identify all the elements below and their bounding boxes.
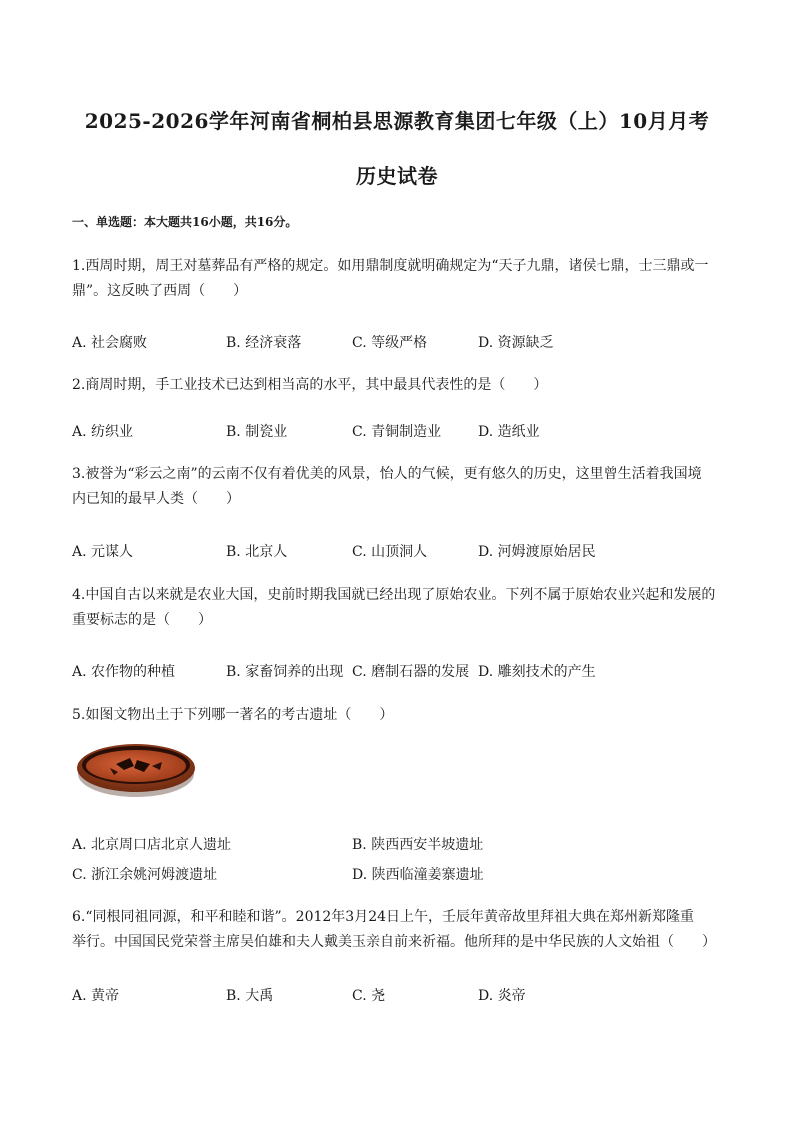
option-a[interactable]: A. 黄帝 [72, 988, 120, 1004]
question-1 [72, 254, 722, 304]
option-d[interactable]: D. 雕刻技术的产生 [478, 664, 596, 680]
question-4 [72, 583, 722, 633]
question-6-options [72, 985, 722, 1007]
question-stem-line: 2.商周时期，手工业技术已达到相当高的水平，其中最具代表性的是（ ） [72, 377, 548, 393]
option-c[interactable]: C. 尧 [352, 988, 386, 1004]
option-a[interactable]: A. 北京周口店北京人遗址 [72, 837, 232, 853]
question-3-options [72, 541, 722, 563]
option-d[interactable]: D. 陕西临潼姜寨遗址 [352, 867, 484, 883]
question-4-options [72, 661, 722, 683]
exam-title-line1: 2025-2026学年河南省桐柏县思源教育集团七年级（上）10月月考 [84, 109, 710, 133]
option-d[interactable]: D. 炎帝 [478, 988, 526, 1004]
option-c[interactable]: C. 浙江余姚河姆渡遗址 [72, 867, 218, 883]
question-3 [72, 462, 722, 512]
option-b[interactable]: B. 经济衰落 [226, 335, 302, 351]
painted-pottery-basin-image [74, 738, 198, 800]
question-5-options-row2 [72, 864, 722, 886]
question-stem-line: 3.被誉为“彩云之南”的云南不仅有着优美的风景，怡人的气候，更有悠久的历史，这里曾生活着我国境 [72, 466, 702, 482]
question-stem-line: 重要标志的是（ ） [72, 612, 212, 628]
option-a[interactable]: A. 纺织业 [72, 424, 134, 440]
option-a[interactable]: A. 社会腐败 [72, 335, 148, 351]
question-stem-line: 鼎”。这反映了西周（ ） [72, 283, 248, 299]
option-a[interactable]: A. 元谋人 [72, 544, 134, 560]
option-b[interactable]: B. 大禹 [226, 988, 274, 1004]
option-c[interactable]: C. 磨制石器的发展 [352, 664, 470, 680]
question-stem-line: 6.“同根同祖同源，和平和睦和谐”。2012年3月24日上午，壬辰年黄帝故里拜祖大典在郑州新郑隆重 [72, 909, 695, 925]
option-c[interactable]: C. 山顶洞人 [352, 544, 428, 560]
option-b[interactable]: B. 制瓷业 [226, 424, 288, 440]
question-2-options [72, 421, 722, 443]
option-c[interactable]: C. 等级严格 [352, 335, 428, 351]
question-5 [72, 703, 722, 728]
question-stem-line: 1.西周时期，周王对墓葬品有严格的规定。如用鼎制度就明确规定为“天子九鼎，诸侯七鼎，士三鼎或一 [72, 258, 709, 274]
option-b[interactable]: B. 家畜饲养的出现 [226, 664, 344, 680]
option-b[interactable]: B. 陕西西安半坡遗址 [352, 837, 484, 853]
option-d[interactable]: D. 造纸业 [478, 424, 540, 440]
option-b[interactable]: B. 北京人 [226, 544, 288, 560]
question-stem-line: 举行。中国国民党荣誉主席吴伯雄和夫人戴美玉亲自前来祈福。他所拜的是中华民族的人文始祖（ ） [72, 934, 716, 950]
question-stem-line: 5.如图文物出土于下列哪一著名的考古遗址（ ） [72, 707, 394, 723]
option-a[interactable]: A. 农作物的种植 [72, 664, 176, 680]
exam-title-line2: 历史试卷 [356, 164, 438, 188]
question-2 [72, 373, 722, 398]
question-6 [72, 905, 722, 955]
question-stem-line: 4.中国自古以来就是农业大国，史前时期我国就已经出现了原始农业。下列不属于原始农业兴起和发展的 [72, 587, 716, 603]
section-heading: 一、单选题：本大题共16小题，共16分。 [72, 215, 298, 229]
question-1-options [72, 332, 722, 354]
option-c[interactable]: C. 青铜制造业 [352, 424, 442, 440]
question-stem-line: 内已知的最早人类（ ） [72, 491, 240, 507]
question-5-options-row1 [72, 834, 722, 856]
option-d[interactable]: D. 资源缺乏 [478, 335, 554, 351]
option-d[interactable]: D. 河姆渡原始居民 [478, 544, 596, 560]
